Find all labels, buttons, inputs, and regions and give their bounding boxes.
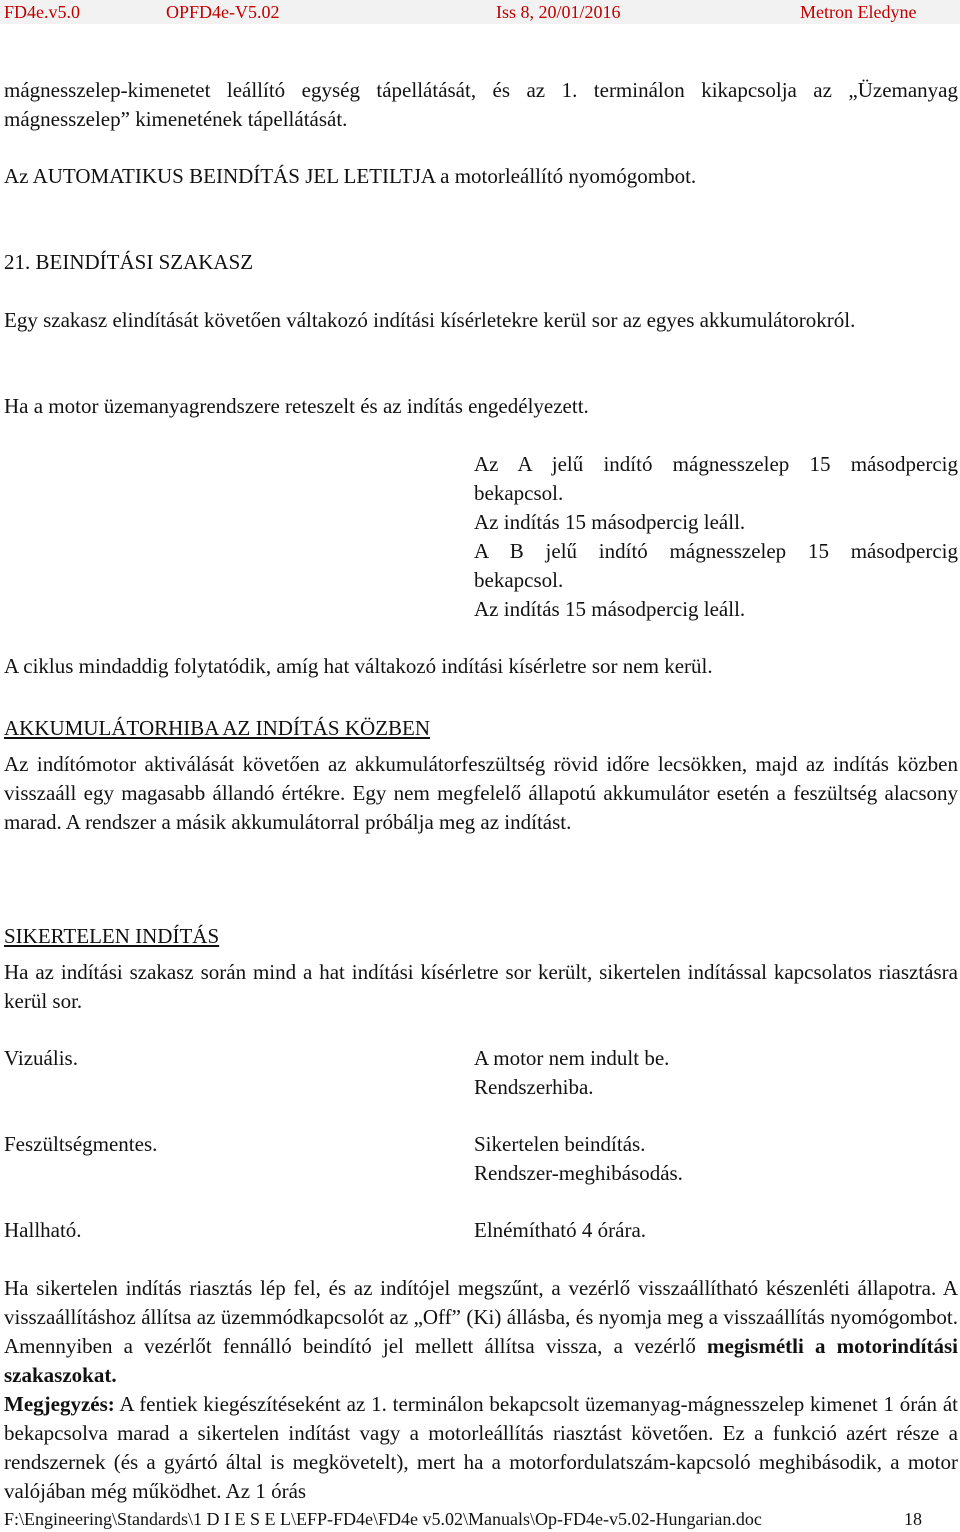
- failed-start-text: Ha az indítási szakasz során mind a hat indítási kísérletre sor került, sikertelen indítással kapcsolatos riasztásra kerül sor.: [4, 960, 958, 1013]
- battery-fault-title: AKKUMULÁTORHIBA AZ INDÍTÁS KÖZBEN: [4, 716, 431, 740]
- paragraph-continuation: mágnesszelep-kimenetet leállító egység tápellátását, és az 1. terminálon kikapcsolja az „Üzemanyag mágnesszelep” kimenetének tápellátását.: [4, 78, 958, 131]
- alarm-label-voltage-free: Feszültségmentes.: [4, 1132, 158, 1156]
- header-issue: Iss 8, 20/01/2016: [496, 2, 621, 22]
- reset-bold-text: megismétli a motorindítási szakaszokat.: [4, 1334, 958, 1387]
- battery-fault-text: Az indítómotor aktiválását követően az akkumulátorfeszültség rövid időre lecsökken, majd az indítás közben visszaáll egy magasabb állandó értékre. Egy nem megfelelő állapotú akkumulátor esetén a feszültség alacsony marad. A rendszer a másik akkumulátorral próbálja meg az indítást.: [4, 752, 958, 834]
- alarm-label-audible: Hallható.: [4, 1218, 82, 1242]
- header-doc-code: FD4e.v5.0: [4, 2, 80, 22]
- step-pause-1: Az indítás 15 másodpercig leáll.: [474, 510, 746, 534]
- alarm-voltage-free-value-2: Rendszer-meghibásodás.: [474, 1161, 683, 1185]
- page-header: [0, 0, 960, 24]
- section-21-condition: Ha a motor üzemanyagrendszere reteszelt és az indítás engedélyezett.: [4, 394, 589, 418]
- alarm-visual-value-1: A motor nem indult be.: [474, 1046, 670, 1070]
- alarm-audible-value-1: Elnémítható 4 órára.: [474, 1218, 647, 1242]
- footer-path: F:\Engineering\Standards\1 D I E S E L\EFP-FD4e\FD4e v5.02\Manuals\Op-FD4e-v5.02-Hungarian.doc: [4, 1509, 762, 1529]
- step-a-on: Az A jelű indító mágnesszelep 15 másodpercig: [474, 452, 958, 476]
- step-b-on-cont: bekapcsol.: [474, 568, 564, 592]
- start-sequence-steps: [474, 450, 958, 624]
- step-pause-2: Az indítás 15 másodpercig leáll.: [474, 597, 746, 621]
- section-21-title: 21. BEINDÍTÁSI SZAKASZ: [4, 250, 254, 274]
- failed-start-title: SIKERTELEN INDÍTÁS: [4, 924, 220, 948]
- note-label: Megjegyzés:: [4, 1392, 115, 1416]
- note-text: A fentiek kiegészítéseként az 1. terminálon bekapcsolt üzemanyag-mágnesszelep kimenet 1 órán át bekapcsolva marad a sikertelen indítást vagy a motorleállítás riasztást követően. Ez a funkció azért része a rendszernek (és a gyártó által is megkövetelt), mert ha a motorfordulatszám-kapcsoló meghibásodik, a motor valójában még működhet. Az 1 órás: [4, 1392, 958, 1503]
- step-b-on: A B jelű indító mágnesszelep 15 másodpercig: [474, 539, 958, 563]
- header-doc-version: OPFD4e-V5.02: [166, 2, 280, 22]
- reset-text: Ha sikertelen indítás riasztás lép fel, és az indítójel megszűnt, a vezérlő visszaállítható készenléti állapotra. A visszaállításhoz állítsa az üzemmódkapcsolót az „Off” (Ki) állásba, és nyomja meg a visszaállítás nyomógombot. Amennyiben a vezérlőt fennálló beindító jel mellett állítsa vissza, a vezérlő: [4, 1276, 958, 1358]
- header-company: Metron Eledyne: [800, 2, 917, 22]
- step-a-on-cont: bekapcsol.: [474, 481, 564, 505]
- alarm-visual-value-2: Rendszerhiba.: [474, 1075, 594, 1099]
- footer-page-number: 18: [904, 1509, 922, 1529]
- section-21-cycle: A ciklus mindaddig folytatódik, amíg hat váltakozó indítási kísérletre sor nem kerül.: [4, 654, 713, 678]
- reset-paragraph: [4, 1274, 958, 1390]
- alarm-label-visual: Vizuális.: [4, 1046, 78, 1070]
- section-21-intro: Egy szakasz elindítását követően váltakozó indítási kísérletekre kerül sor az egyes akkumulátorokról.: [4, 308, 856, 332]
- paragraph-auto-start: Az AUTOMATIKUS BEINDÍTÁS JEL LETILTJA a motorleállító nyomógombot.: [4, 164, 697, 188]
- alarm-voltage-free-value-1: Sikertelen beindítás.: [474, 1132, 646, 1156]
- note-paragraph: [4, 1390, 958, 1506]
